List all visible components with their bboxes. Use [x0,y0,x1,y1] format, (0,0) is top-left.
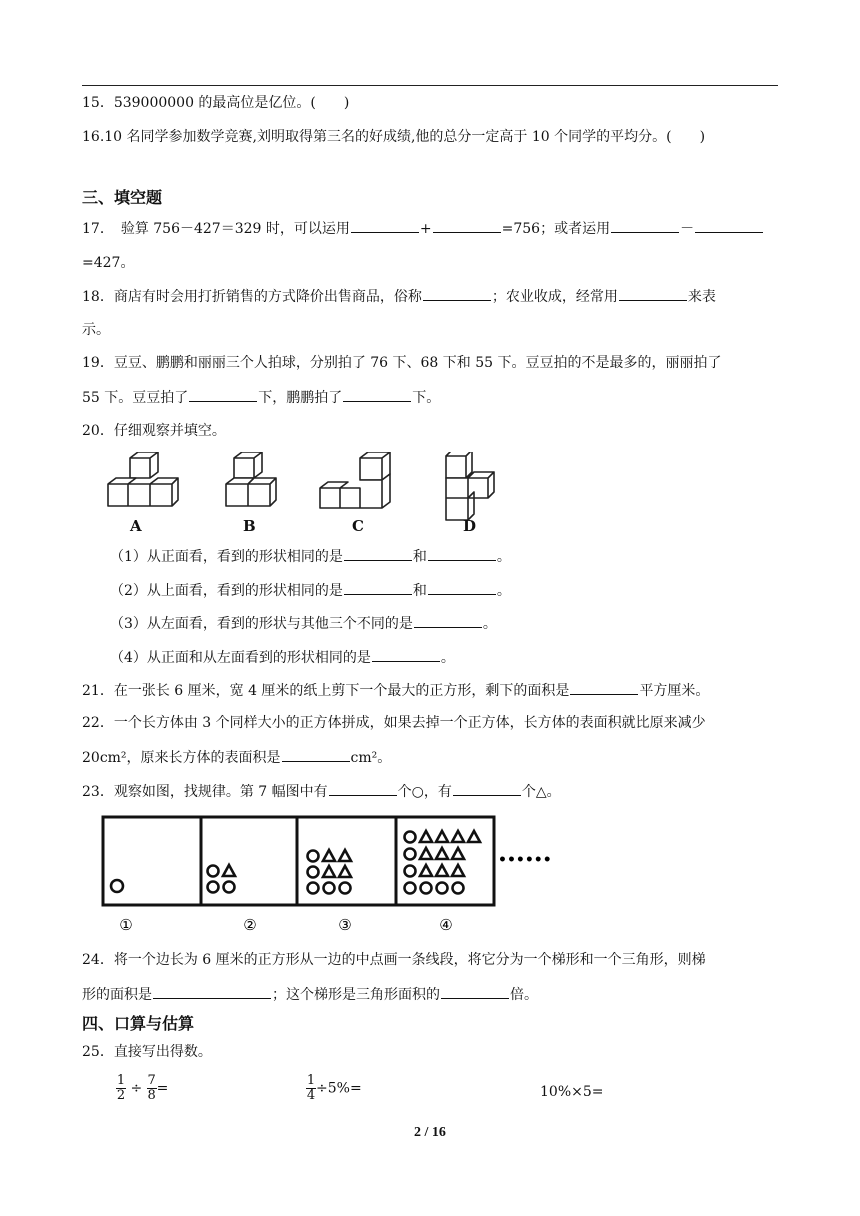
question-20-4: （4）从正面和从左面看到的形状相同的是 。 [110,647,455,668]
answer-blank[interactable] [570,680,638,695]
question-24: 24．将一个边长为 6 厘米的正方形从一边的中点画一条线段，将它分为一个梯形和一个三角形，则梯 [82,952,706,968]
pattern-label-1: ① [119,916,133,934]
answer-blank[interactable] [453,781,521,796]
answer-blank[interactable] [441,984,509,999]
pattern-figure [100,814,560,938]
answer-blank[interactable] [189,387,257,402]
page-number: 2 / 16 [414,1125,446,1140]
answer-blank[interactable] [329,781,397,796]
pattern-label-4: ④ [439,916,453,934]
question-17: 17． 验算 756－427＝329 时，可以运用 + =756；或者运用 － [82,218,764,239]
cube-label-a: A [130,517,142,535]
question-20: 20．仔细观察并填空。 [82,423,226,439]
question-22-cont: 20cm²，原来长方体的表面积是 cm²。 [82,747,391,768]
pattern-label-2: ② [243,916,257,934]
question-20-1: （1）从正面看，看到的形状相同的是 和 。 [110,546,511,567]
question-17-cont: =427。 [82,255,135,271]
question-19: 19．豆豆、鹏鹏和丽丽三个人拍球，分别拍了 76 下、68 下和 55 下。豆豆拍的不是最多的，丽丽拍了 [82,355,722,371]
question-25: 25．直接写出得数。 [82,1044,212,1060]
answer-blank[interactable] [695,218,763,233]
answer-blank[interactable] [344,546,412,561]
pattern-label-3: ③ [338,916,352,934]
cube-figures [100,452,500,538]
question-24-cont: 形的面积是 ；这个梯形是三角形面积的 倍。 [82,984,538,1005]
answer-blank[interactable] [343,387,411,402]
question-15: 15．539000000 的最高位是亿位。( ) [82,95,350,111]
answer-blank[interactable] [282,747,350,762]
answer-blank[interactable] [372,647,440,662]
question-16: 16.10 名同学参加数学竞赛,刘明取得第三名的好成绩,他的总分一定高于 10 个同学的平均分。( ) [82,129,706,145]
answer-blank[interactable] [351,218,419,233]
calc-item-1: $\frac{1}{2}$ ÷ $\frac{7}{8}$ = [116,1073,169,1103]
header-rule [82,85,778,86]
question-22: 22．一个长方体由 3 个同样大小的正方体拼成，如果去掉一个正方体，长方体的表面积就比原来减少 [82,715,706,731]
section-heading-mental-math: 四、口算与估算 [82,1014,195,1033]
question-20-3: （3）从左面看，看到的形状与其他三个不同的是 。 [110,613,497,634]
cube-label-d: D [463,517,477,535]
cube-label-b: B [243,517,256,535]
pattern-continuation-dots: •••••• [498,852,552,868]
answer-blank[interactable] [619,286,687,301]
calc-item-3: 10%×5= [540,1084,604,1100]
section-heading-fill-in: 三、填空题 [82,188,163,207]
answer-blank[interactable] [423,286,491,301]
question-18-cont: 示。 [82,322,110,338]
answer-blank[interactable] [414,613,482,628]
answer-blank[interactable] [153,984,271,999]
question-21: 21．在一张长 6 厘米，宽 4 厘米的纸上剪下一个最大的正方形，剩下的面积是 平方厘米。 [82,680,709,701]
question-18: 18．商店有时会用打折销售的方式降价出售商品，俗称 ；农业收成，经常用 来表 [82,286,716,307]
calc-item-2: $\frac{1}{4}$ ÷5%= [306,1073,362,1103]
question-20-2: （2）从上面看，看到的形状相同的是 和 。 [110,580,511,601]
answer-blank[interactable] [433,218,501,233]
answer-blank[interactable] [428,546,496,561]
question-23: 23．观察如图，找规律。第 7 幅图中有 个○，有 个△。 [82,781,561,802]
answer-blank[interactable] [428,580,496,595]
question-19-cont: 55 下。豆豆拍了 下，鹏鹏拍了 下。 [82,387,440,408]
cube-label-c: C [352,517,364,535]
answer-blank[interactable] [611,218,679,233]
answer-blank[interactable] [344,580,412,595]
